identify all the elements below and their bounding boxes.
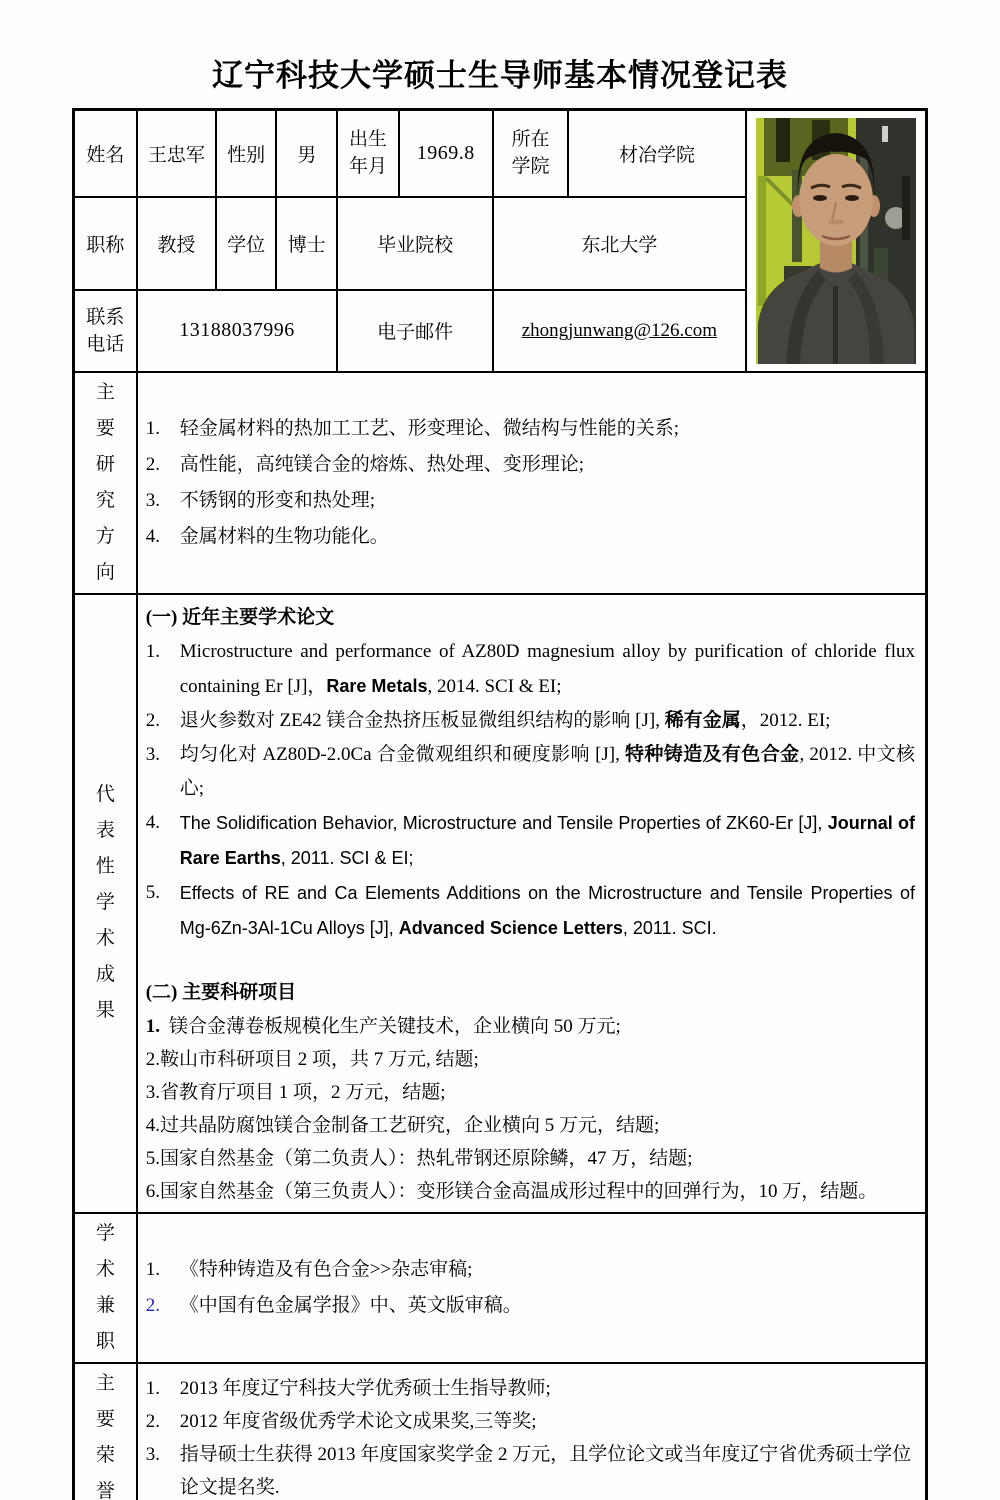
achievements-content xyxy=(137,594,927,1213)
supervisor-form-table xyxy=(72,108,928,1500)
list-item-text: 高性能，高纯镁合金的熔炼、热处理、变形理论; xyxy=(179,453,584,475)
row-academic-posts xyxy=(74,1213,927,1363)
email-link[interactable]: zhongjunwang@126.com xyxy=(521,319,718,341)
list-item xyxy=(146,1438,915,1500)
list-item xyxy=(146,1288,915,1324)
school-value: 东北大学 xyxy=(493,197,746,290)
list-item xyxy=(146,1372,915,1405)
list-item-text: 2012 年度省级优秀学术论文成果奖,三等奖; xyxy=(179,1410,537,1432)
list-item xyxy=(146,519,915,554)
list-item-number: 2. xyxy=(145,709,160,731)
list-item-number: 3. xyxy=(145,489,160,511)
row-research-directions xyxy=(74,372,927,594)
list-item-number: 3. xyxy=(145,1081,160,1103)
college-value: 材冶学院 xyxy=(568,110,746,197)
list-item-text: 金属材料的生物功能化。 xyxy=(179,525,389,547)
list-item-number: 4. xyxy=(145,1114,160,1136)
list-item-text: 省教育厅项目 1 项，2 万元，结题; xyxy=(159,1081,446,1103)
list-item-number: 4. xyxy=(145,811,160,833)
list-item-text: 不锈钢的形变和热处理; xyxy=(179,489,375,511)
list-item-number: 3. xyxy=(145,1443,160,1465)
photo-frame xyxy=(747,118,925,364)
name-label: 姓名 xyxy=(74,110,137,197)
projects-section-header: (二) 主要科研项目 xyxy=(145,981,297,1003)
academic-posts-label: 学术兼职 xyxy=(74,1213,137,1363)
list-item-number: 1. xyxy=(145,1258,160,1280)
college-label: 所在学院 xyxy=(493,110,568,197)
list-item xyxy=(146,1175,915,1208)
papers-list xyxy=(146,635,915,946)
list-item xyxy=(146,411,915,446)
list-item xyxy=(146,1405,915,1438)
list-item-number: 1. xyxy=(145,1377,160,1399)
row-achievements xyxy=(74,594,927,1213)
honors-label: 主要荣誉 xyxy=(74,1363,137,1500)
list-item-text: 指导硕士生获得 2013 年度国家奖学金 2 万元，且学位论文或当年度辽宁省优秀硕士学位论文提名奖. xyxy=(179,1443,912,1498)
research-directions-list xyxy=(146,411,915,554)
research-directions-content xyxy=(137,372,927,594)
job-title-label: 职称 xyxy=(74,197,137,290)
list-item-text: 国家自然基金（第二负责人）：热轧带钢还原除鳞，47 万，结题; xyxy=(159,1147,693,1169)
projects-list xyxy=(146,1010,915,1208)
list-item-text: The Solidification Behavior, Microstructure and Tensile Properties of ZK60-Er [J], Journal of Rare Earths, 2011. SCI & EI; xyxy=(179,812,915,868)
list-item-text: Effects of RE and Ca Elements Additions on the Microstructure and Tensile Properties of Mg-6Zn-3Al-1Cu Alloys [J], Advanced Science Letters, 2011. SCI. xyxy=(179,882,915,938)
list-item xyxy=(146,447,915,482)
list-item xyxy=(146,1043,915,1076)
birth-label: 出生年月 xyxy=(337,110,398,197)
email-label: 电子邮件 xyxy=(337,290,493,372)
list-item-text: 《特种铸造及有色合金>>杂志审稿; xyxy=(179,1258,473,1280)
list-item-number: 2. xyxy=(145,1410,160,1432)
row-honors xyxy=(74,1363,927,1500)
list-item-text: 轻金属材料的热加工工艺、形变理论、微结构与性能的关系; xyxy=(179,417,679,439)
honors-content xyxy=(137,1363,927,1500)
gender-label: 性别 xyxy=(216,110,276,197)
research-directions-label: 主要研究方向 xyxy=(74,372,137,594)
list-item-text: 过共晶防腐蚀镁合金制备工艺研究，企业横向 5 万元，结题; xyxy=(159,1114,660,1136)
list-item-number: 2. xyxy=(145,1294,160,1316)
list-item-text: 均匀化对 AZ80D-2.0Ca 合金微观组织和硬度影响 [J], 特种铸造及有色合金, 2012. 中文核心; xyxy=(179,743,915,799)
list-item-number: 4. xyxy=(145,525,160,547)
job-title-value: 教授 xyxy=(137,197,216,290)
list-item xyxy=(146,1076,915,1109)
list-item-text: 国家自然基金（第三负责人）：变形镁合金高温成形过程中的回弹行为，10 万，结题。 xyxy=(159,1180,878,1202)
list-item-number: 1. xyxy=(145,417,160,439)
list-item-number: 6. xyxy=(145,1180,160,1202)
list-item xyxy=(146,1142,915,1175)
achievements-label: 代表性学术成果 xyxy=(74,594,137,1213)
email-value-cell xyxy=(493,290,746,372)
list-item-text: 2013 年度辽宁科技大学优秀硕士生指导教师; xyxy=(179,1377,551,1399)
list-item xyxy=(146,483,915,518)
list-item xyxy=(146,806,915,876)
portrait-photo-image xyxy=(756,118,916,364)
list-item-text: 镁合金薄卷板规模化生产关键技术，企业横向 50 万元; xyxy=(168,1015,621,1037)
list-item xyxy=(146,738,915,806)
name-value: 王忠军 xyxy=(137,110,216,197)
page-title: 辽宁科技大学硕士生导师基本情况登记表 xyxy=(212,58,788,93)
list-item xyxy=(146,1252,915,1288)
row-basic-1 xyxy=(74,110,927,197)
list-item xyxy=(146,876,915,946)
degree-label: 学位 xyxy=(216,197,276,290)
list-item xyxy=(146,635,915,704)
list-item-text: 鞍山市科研项目 2 项，共 7 万元, 结题; xyxy=(159,1048,479,1070)
phone-value: 13188037996 xyxy=(137,290,338,372)
list-item-text: Microstructure and performance of AZ80D magnesium alloy by purification of chloride flux containing Er [J]，Rare Metals, 2014. SCI & EI; xyxy=(179,640,915,697)
honors-list xyxy=(146,1372,915,1500)
gender-value: 男 xyxy=(276,110,337,197)
list-item-text: 《中国有色金属学报》中、英文版审稿。 xyxy=(179,1294,522,1316)
list-item xyxy=(146,1010,915,1043)
list-item-number: 2. xyxy=(145,1048,160,1070)
degree-value: 博士 xyxy=(276,197,337,290)
list-item xyxy=(146,1109,915,1142)
list-item-number: 1. xyxy=(145,640,160,662)
list-item-number: 2. xyxy=(145,453,160,475)
supervisor-photo xyxy=(746,110,927,372)
list-item-number: 5. xyxy=(145,881,160,903)
phone-label: 联系电话 xyxy=(74,290,137,372)
papers-section-header: (一) 近年主要学术论文 xyxy=(145,606,335,628)
birth-value: 1969.8 xyxy=(399,110,493,197)
list-item-number: 5. xyxy=(145,1147,160,1169)
academic-posts-content xyxy=(137,1213,927,1363)
list-item-text: 退火参数对 ZE42 镁合金热挤压板显微组织结构的影响 [J], 稀有金属，2012. EI; xyxy=(179,709,831,731)
school-label: 毕业院校 xyxy=(337,197,493,290)
list-item-number: 1. xyxy=(145,1015,160,1037)
academic-posts-list xyxy=(146,1252,915,1324)
list-item-number: 3. xyxy=(145,743,160,765)
list-item xyxy=(146,704,915,738)
